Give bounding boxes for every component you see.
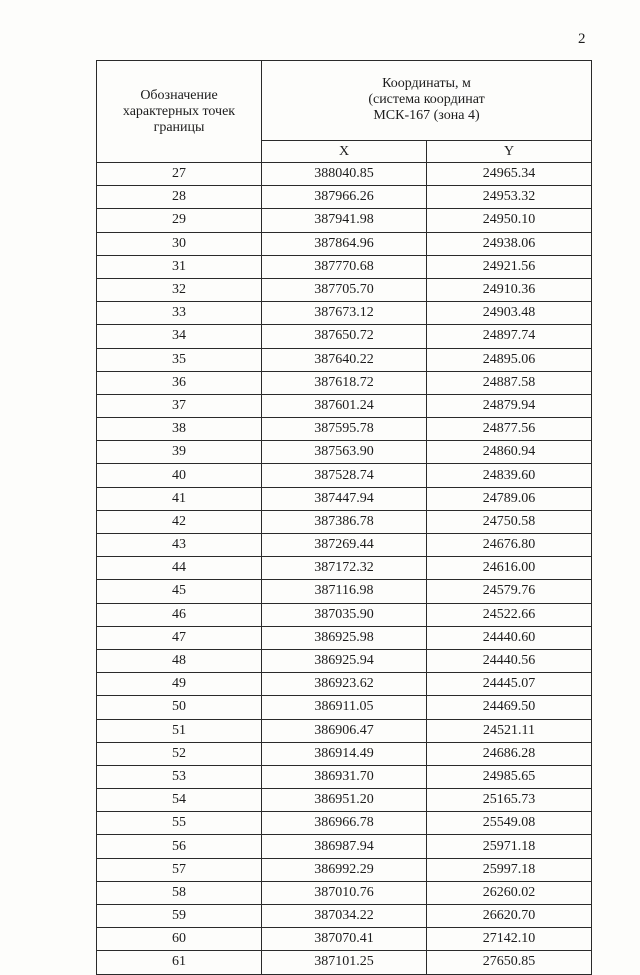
cell-point: 31 (97, 255, 262, 278)
cell-y: 24950.10 (427, 209, 592, 232)
table-row (97, 765, 592, 788)
cell-point: 54 (97, 789, 262, 812)
header-coords-line: (система координат (368, 92, 485, 108)
cell-x: 387650.72 (262, 325, 427, 348)
table-row (97, 858, 592, 881)
cell-x: 387010.76 (262, 881, 427, 904)
header-point-line: границы (153, 119, 205, 135)
cell-y: 25971.18 (427, 835, 592, 858)
table-row (97, 418, 592, 441)
cell-point: 51 (97, 719, 262, 742)
cell-y: 24903.48 (427, 302, 592, 325)
cell-y: 24440.56 (427, 649, 592, 672)
coordinates-table (96, 60, 592, 975)
table-row (97, 394, 592, 417)
table-row (97, 719, 592, 742)
cell-x: 386951.20 (262, 789, 427, 812)
cell-x: 387563.90 (262, 441, 427, 464)
cell-x: 387601.24 (262, 394, 427, 417)
header-coords-line: МСК-167 (зона 4) (373, 108, 480, 124)
cell-point: 38 (97, 418, 262, 441)
cell-y: 25165.73 (427, 789, 592, 812)
cell-x: 386992.29 (262, 858, 427, 881)
table-row (97, 835, 592, 858)
cell-y: 24469.50 (427, 696, 592, 719)
cell-point: 29 (97, 209, 262, 232)
table-row (97, 441, 592, 464)
table-row (97, 673, 592, 696)
cell-y: 24879.94 (427, 394, 592, 417)
cell-point: 30 (97, 232, 262, 255)
table-row (97, 696, 592, 719)
header-point-line: характерных точек (122, 103, 236, 119)
table-body (97, 163, 592, 975)
cell-point: 44 (97, 557, 262, 580)
table-row (97, 812, 592, 835)
cell-point: 41 (97, 487, 262, 510)
cell-y: 24965.34 (427, 163, 592, 186)
cell-x: 387705.70 (262, 278, 427, 301)
table-row (97, 951, 592, 974)
cell-x: 387386.78 (262, 510, 427, 533)
cell-x: 386966.78 (262, 812, 427, 835)
cell-x: 387673.12 (262, 302, 427, 325)
cell-y: 27650.85 (427, 951, 592, 974)
cell-y: 24860.94 (427, 441, 592, 464)
cell-x: 387101.25 (262, 951, 427, 974)
cell-point: 37 (97, 394, 262, 417)
cell-y: 27142.10 (427, 928, 592, 951)
cell-x: 387269.44 (262, 534, 427, 557)
table-row (97, 928, 592, 951)
cell-point: 34 (97, 325, 262, 348)
cell-point: 35 (97, 348, 262, 371)
cell-y: 25549.08 (427, 812, 592, 835)
cell-point: 56 (97, 835, 262, 858)
cell-x: 386914.49 (262, 742, 427, 765)
cell-x: 387070.41 (262, 928, 427, 951)
table-row (97, 487, 592, 510)
cell-point: 36 (97, 371, 262, 394)
cell-x: 386906.47 (262, 719, 427, 742)
cell-x: 386923.62 (262, 673, 427, 696)
table-row (97, 603, 592, 626)
cell-x: 386987.94 (262, 835, 427, 858)
cell-point: 39 (97, 441, 262, 464)
table-row (97, 348, 592, 371)
cell-y: 24953.32 (427, 186, 592, 209)
page-number: 2 (578, 31, 586, 47)
cell-point: 45 (97, 580, 262, 603)
cell-y: 24521.11 (427, 719, 592, 742)
cell-y: 24877.56 (427, 418, 592, 441)
header-coordinates (262, 61, 592, 141)
cell-y: 24839.60 (427, 464, 592, 487)
cell-y: 24897.74 (427, 325, 592, 348)
table-row (97, 510, 592, 533)
cell-x: 388040.85 (262, 163, 427, 186)
table-row (97, 464, 592, 487)
header-y: Y (427, 140, 592, 162)
table-row (97, 742, 592, 765)
cell-point: 60 (97, 928, 262, 951)
cell-point: 47 (97, 626, 262, 649)
cell-point: 27 (97, 163, 262, 186)
table-row (97, 302, 592, 325)
table-row (97, 881, 592, 904)
cell-x: 387595.78 (262, 418, 427, 441)
table-row (97, 325, 592, 348)
table-row (97, 186, 592, 209)
cell-point: 59 (97, 905, 262, 928)
header-x: X (262, 140, 427, 162)
cell-point: 40 (97, 464, 262, 487)
table-row (97, 255, 592, 278)
cell-y: 24921.56 (427, 255, 592, 278)
cell-x: 386925.98 (262, 626, 427, 649)
cell-point: 61 (97, 951, 262, 974)
table-row (97, 905, 592, 928)
header-point-designation (97, 61, 262, 163)
cell-x: 387116.98 (262, 580, 427, 603)
cell-x: 387770.68 (262, 255, 427, 278)
cell-point: 55 (97, 812, 262, 835)
cell-y: 24895.06 (427, 348, 592, 371)
cell-y: 24910.36 (427, 278, 592, 301)
table-row (97, 232, 592, 255)
cell-y: 24750.58 (427, 510, 592, 533)
cell-y: 24985.65 (427, 765, 592, 788)
cell-y: 24676.80 (427, 534, 592, 557)
cell-point: 57 (97, 858, 262, 881)
cell-y: 26260.02 (427, 881, 592, 904)
cell-y: 24887.58 (427, 371, 592, 394)
table-row (97, 534, 592, 557)
cell-x: 387034.22 (262, 905, 427, 928)
cell-x: 387172.32 (262, 557, 427, 580)
cell-point: 32 (97, 278, 262, 301)
table-row (97, 626, 592, 649)
cell-point: 43 (97, 534, 262, 557)
cell-point: 58 (97, 881, 262, 904)
table-row (97, 163, 592, 186)
cell-point: 53 (97, 765, 262, 788)
cell-x: 387035.90 (262, 603, 427, 626)
cell-x: 387640.22 (262, 348, 427, 371)
cell-y: 24616.00 (427, 557, 592, 580)
cell-point: 28 (97, 186, 262, 209)
cell-x: 386931.70 (262, 765, 427, 788)
cell-x: 387941.98 (262, 209, 427, 232)
cell-y: 24686.28 (427, 742, 592, 765)
table-row (97, 649, 592, 672)
table-row (97, 580, 592, 603)
cell-y: 24938.06 (427, 232, 592, 255)
cell-point: 42 (97, 510, 262, 533)
cell-point: 46 (97, 603, 262, 626)
table-row (97, 278, 592, 301)
cell-y: 26620.70 (427, 905, 592, 928)
cell-x: 386911.05 (262, 696, 427, 719)
table-row (97, 557, 592, 580)
cell-x: 387528.74 (262, 464, 427, 487)
table-row (97, 789, 592, 812)
cell-point: 48 (97, 649, 262, 672)
cell-y: 24522.66 (427, 603, 592, 626)
header-coords-line: Координаты, м (382, 76, 471, 92)
cell-point: 49 (97, 673, 262, 696)
cell-y: 24445.07 (427, 673, 592, 696)
table-row (97, 371, 592, 394)
cell-point: 50 (97, 696, 262, 719)
cell-x: 387864.96 (262, 232, 427, 255)
cell-x: 387966.26 (262, 186, 427, 209)
cell-y: 24440.60 (427, 626, 592, 649)
cell-y: 24789.06 (427, 487, 592, 510)
header-point-line: Обозначение (140, 87, 218, 103)
cell-x: 387447.94 (262, 487, 427, 510)
table-row (97, 209, 592, 232)
cell-point: 33 (97, 302, 262, 325)
cell-x: 386925.94 (262, 649, 427, 672)
cell-y: 24579.76 (427, 580, 592, 603)
cell-y: 25997.18 (427, 858, 592, 881)
cell-x: 387618.72 (262, 371, 427, 394)
cell-point: 52 (97, 742, 262, 765)
